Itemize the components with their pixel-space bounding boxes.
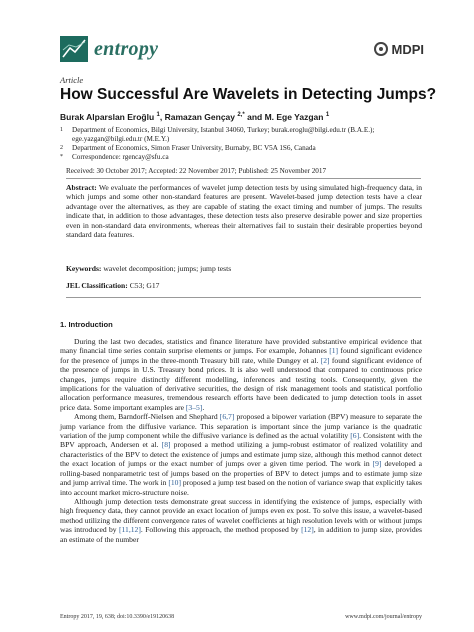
citation-link[interactable]: [8] [161, 440, 171, 450]
jel-label: JEL Classification: [66, 281, 128, 290]
keywords [66, 264, 231, 273]
citation-link[interactable]: [12] [301, 525, 314, 535]
mdpi-icon [374, 42, 388, 56]
citation-link[interactable]: [6] [350, 431, 360, 441]
jel-classification [66, 281, 159, 290]
affiliation-mark: 2 [60, 145, 63, 151]
citation-link[interactable]: [2] [320, 355, 330, 365]
article-title: How Successful Are Wavelets in Detecting Jumps? [60, 86, 437, 103]
citation-link[interactable]: [1] [329, 346, 339, 356]
paragraph: Among them, Barndorff-Nielsen and Shephard [6,7] proposed a bipower variation (BPV) measure to separate the jump variance from the diffusive variance. This separation is important since the jump variance is the quadratic variation of the jump component while the diffusive variance is defined as the actual volatility [6]. Consistent with the BPV approach, Andersen et al. [8] proposed a method utilizing a jump-robust estimator of realized volatility and characteristics of the BPV to detect the existence of jumps and estimate jump size, although this method cannot detect the exact location of jumps or the exact number of jumps over a given time period. The work in [9] developed a rolling-based nonparametric test of jumps based on the properties of BPV to detect jumps and to estimate jump size and jump arrival time. The work in [10] proposed a jump test based on the notion of variance swap that explicitly takes into account market micro-structure noise. [60, 412, 423, 497]
citation-link[interactable]: [9] [372, 459, 382, 469]
affiliation-1 [60, 126, 430, 144]
page-footer [60, 614, 422, 620]
author-list: Burak Alparslan Eroğlu $^1$, Ramazan Gençay $^{2,*}$ and M. Ege Yazgan $^1$ [60, 112, 330, 122]
paragraph: During the last two decades, statistics and finance literature have provided substantive empirical evidence that many financial time series contain surprise elements or jumps. For example, Johannes [1] found significant evidence for the presence of jumps in the three-month Treasury bill rate, while Dungey et al. [2] found significant evidence of the presence of jumps in U.S. Treasury bond prices. It is also well understood that compared to continuous price changes, jumps require distinctly different modelling, inferences and testing tools. Consequently, given the implications for the valuation of derivative securities, the design of risk management tools and statistical portfolio allocation performance measures, tremendous research efforts have been dedicated to jump detection tools in asset price data. Some important examples are [3–5]. [60, 337, 422, 412]
author-name[interactable]: M. Ege Yazgan [264, 112, 324, 122]
citation-link[interactable]: [10] [168, 478, 181, 488]
abstract [66, 183, 422, 239]
affiliation-2 [60, 144, 430, 153]
author-name[interactable]: Ramazan Gençay [164, 112, 236, 122]
citation-link[interactable]: [3–5] [185, 402, 203, 412]
affiliation-mark: 1 [60, 127, 63, 133]
citation-link[interactable]: [11,12] [118, 525, 141, 535]
publisher-logo [374, 40, 424, 58]
author-affiliation-mark: 2,* [237, 112, 245, 119]
affiliation-line: Department of Economics, Bilgi University, Istanbul 34060, Turkey; burak.eroglu@bilgi.edu.tr (B.A.E.); [72, 126, 375, 134]
journal-url[interactable]: www.mdpi.com/journal/entropy [345, 614, 422, 620]
correspondence-line[interactable]: Correspondence: rgencay@sfu.ca [72, 153, 169, 161]
body-text [60, 337, 422, 544]
article-type: Article [60, 75, 84, 85]
journal-name: entropy [94, 38, 159, 60]
affiliation-line: Department of Economics, Simon Fraser University, Burnaby, BC V5A 1S6, Canada [72, 144, 316, 152]
publication-dates: Received: 30 October 2017; Accepted: 22 November 2017; Published: 25 November 2017 [66, 167, 327, 175]
entropy-logo-icon [60, 36, 88, 62]
author-affiliation-mark: 1 [325, 112, 330, 119]
keywords-label: Keywords: [66, 264, 102, 273]
section-heading: 1. Introduction [60, 320, 113, 329]
author-affiliation-mark: 1 [156, 112, 160, 119]
abstract-text: We evaluate the performances of wavelet jump detection tests by using simulated high-frequency data, in which jumps and some other non-standard features are present. Wavelet-based jump detection tests have a clear advantage over the alternatives, as they are capable of stating the exact timing and number of jumps. The results indicate that, in addition to those advantages, these detection tests also preserve desirable power and size properties even in non-standard data environments, whereas their alternatives fail to sustain their desirable properties beyond standard data features. [66, 183, 422, 240]
affiliation-mark: * [60, 154, 63, 160]
paragraph: Although jump detection tests demonstrate great success in identifying the existence of jumps, especially with high frequency data, they cannot provide an exact location of jumps even ex post. To solve this issue, a wavelet-based method utilizing the different convergence rates of wavelet coefficients at high resolution levels with or without jumps was introduced by [11,12]. Following this approach, the method proposed by [12], in addition to jump size, provides an estimate of the number [60, 496, 423, 544]
divider [66, 178, 421, 179]
jel-text: C53; G17 [129, 281, 160, 290]
publisher-name: MDPI [391, 41, 424, 57]
affiliation-line: ege.yazgan@bilgi.edu.tr (M.E.Y.) [72, 135, 170, 143]
correspondence [60, 153, 430, 162]
citation-link[interactable]: [6,7] [219, 412, 235, 422]
abstract-label: Abstract: [66, 183, 97, 192]
divider [66, 297, 421, 298]
author-name[interactable]: Burak Alparslan Eroğlu [60, 112, 155, 122]
keywords-text: wavelet decomposition; jumps; jump tests [103, 264, 232, 273]
citation-footer: Entropy 2017, 19, 638; doi:10.3390/e19120638 [60, 614, 175, 620]
